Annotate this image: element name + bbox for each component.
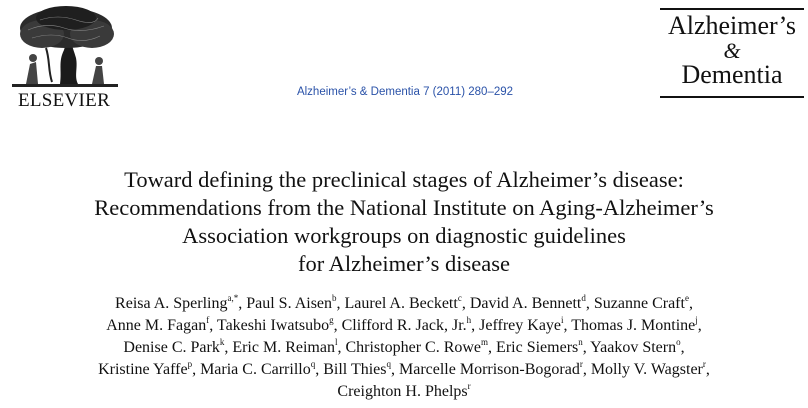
author-separator: , (390, 361, 399, 378)
author-separator: , (688, 295, 693, 312)
journal-logo-line1: Alzheimer’s (667, 11, 797, 40)
article-title (40, 166, 768, 278)
affiliation-marker[interactable]: r (579, 359, 583, 369)
affiliation-marker[interactable]: l (334, 337, 338, 347)
author-line (20, 359, 788, 381)
author-separator: , (315, 361, 324, 378)
author-name[interactable]: Clifford R. Jack, Jr. (341, 317, 467, 334)
author-separator: , (585, 295, 594, 312)
affiliation-marker[interactable]: p (187, 359, 193, 369)
author-name[interactable]: Denise C. Park (123, 339, 220, 356)
author-separator: , (471, 317, 480, 334)
affiliation-marker[interactable]: q (310, 359, 316, 369)
author-name[interactable]: Takeshi Iwatsubo (216, 317, 330, 334)
affiliation-marker[interactable]: n (578, 337, 583, 347)
author-separator: , (705, 361, 710, 378)
journal-logo-ampersand: & (723, 38, 741, 63)
affiliation-marker[interactable]: h (466, 315, 472, 325)
author-name[interactable]: Thomas J. Montine (571, 317, 696, 334)
affiliation-marker[interactable]: f (206, 315, 210, 325)
author-separator: , (238, 295, 247, 312)
author-line (20, 381, 788, 403)
affiliation-marker[interactable]: r (702, 359, 706, 369)
author-separator: , (337, 339, 346, 356)
author-list (20, 293, 788, 403)
affiliation-marker[interactable]: j (695, 315, 698, 325)
author-name[interactable]: Laurel A. Beckett (344, 295, 458, 312)
author-name[interactable]: Yaakov Stern (590, 339, 677, 356)
author-separator: , (336, 295, 345, 312)
author-name[interactable]: Eric M. Reiman (232, 339, 335, 356)
author-separator: , (582, 361, 591, 378)
author-separator: , (461, 295, 470, 312)
author-name[interactable]: Molly V. Wagster (590, 361, 703, 378)
publisher-name: ELSEVIER (17, 90, 111, 111)
affiliation-marker[interactable]: q (386, 359, 391, 369)
author-name[interactable]: Anne M. Fagan (106, 317, 207, 334)
author-name[interactable]: Suzanne Craft (593, 295, 685, 312)
affiliation-marker[interactable]: e (684, 293, 689, 303)
author-separator: , (333, 317, 342, 334)
author-name[interactable]: Creighton H. Phelps (337, 383, 468, 400)
title-line: Association workgroups on diagnostic guidelines (182, 223, 626, 248)
author-name[interactable]: Jeffrey Kaye (479, 317, 562, 334)
affiliation-marker[interactable]: r (467, 381, 471, 391)
author-name[interactable]: Maria C. Carrillo (200, 361, 311, 378)
author-name[interactable]: David A. Bennett (469, 295, 582, 312)
affiliation-marker[interactable]: c (457, 293, 462, 303)
title-line: Toward defining the preclinical stages of Alzheimer’s disease: (124, 167, 684, 192)
author-separator: , (209, 317, 217, 334)
journal-citation[interactable]: Alzheimer’s & Dementia 7 (2011) 280–292 (296, 86, 514, 98)
author-line (20, 293, 788, 315)
title-line: Recommendations from the National Institute on Aging-Alzheimer’s (94, 195, 714, 220)
author-separator: , (488, 339, 497, 356)
affiliation-marker[interactable]: g (329, 315, 334, 325)
author-name[interactable]: Eric Siemers (496, 339, 579, 356)
author-name[interactable]: Reisa A. Sperling (115, 295, 228, 312)
author-separator: , (224, 339, 233, 356)
author-name[interactable]: Christopher C. Rowe (345, 339, 482, 356)
author-name[interactable]: Kristine Yaffe (98, 361, 188, 378)
author-name[interactable]: Marcelle Morrison-Bogorad (398, 361, 580, 378)
affiliation-marker[interactable]: k (219, 337, 225, 347)
author-separator: , (563, 317, 572, 334)
author-separator: , (582, 339, 591, 356)
author-separator: , (697, 317, 702, 334)
author-line (20, 337, 788, 359)
affiliation-marker[interactable]: o (676, 337, 681, 347)
author-separator: , (680, 339, 685, 356)
affiliation-marker[interactable]: a,* (227, 293, 239, 303)
journal-logo-line2: Dementia (681, 60, 783, 89)
affiliation-marker[interactable]: b (332, 293, 337, 303)
author-name[interactable]: Paul S. Aisen (246, 295, 333, 312)
affiliation-marker[interactable]: m (481, 337, 489, 347)
affiliation-marker[interactable]: d (581, 293, 586, 303)
author-line (20, 315, 788, 337)
author-separator: , (192, 361, 201, 378)
author-name[interactable]: Bill Thies (323, 361, 387, 378)
affiliation-marker[interactable]: i (561, 315, 564, 325)
title-line: for Alzheimer’s disease (297, 251, 510, 276)
journal-logo (660, 8, 804, 98)
